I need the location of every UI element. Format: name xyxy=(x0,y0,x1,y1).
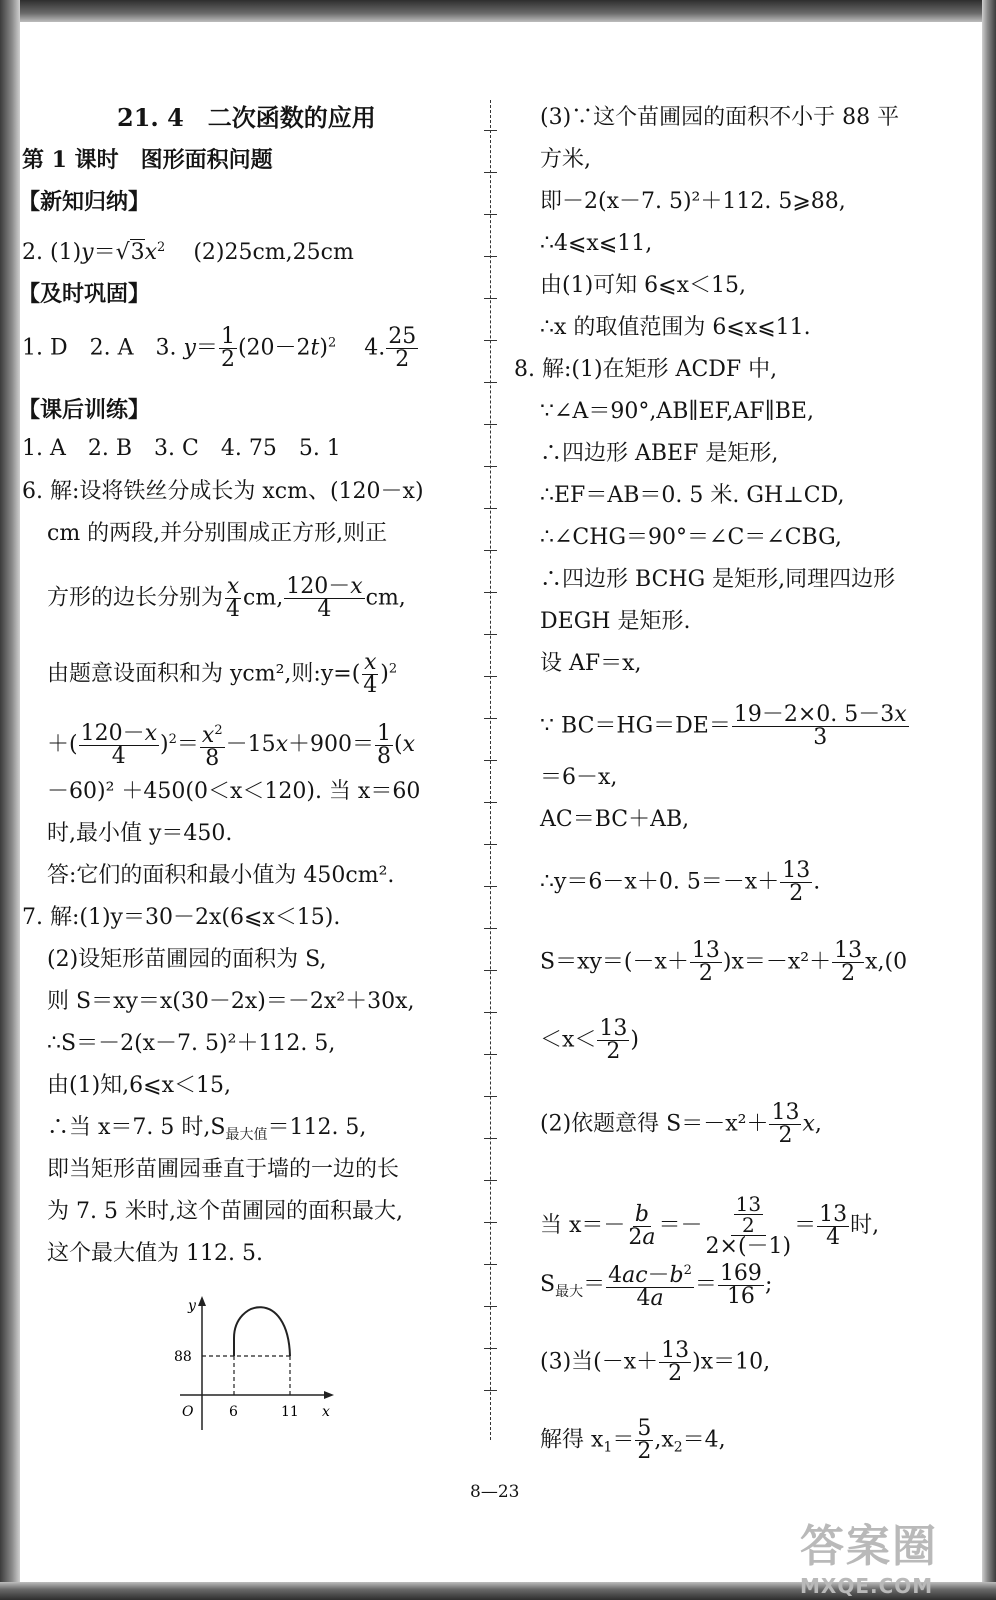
parabola-graph xyxy=(170,1290,340,1440)
solution-8-line-12: ∴y＝6－x＋0. 5＝－x＋ $\frac{13}{2}$ . xyxy=(540,858,821,906)
divider-tick xyxy=(484,1096,497,1097)
solution-8-line-5: ∴∠CHG＝90°＝∠C＝∠CBG, xyxy=(540,525,842,550)
solution-8-line-10: ＝6－x, xyxy=(540,765,618,790)
watermark-url: MXQE.COM xyxy=(800,1574,934,1598)
divider-tick xyxy=(484,592,497,593)
solution-7-line-7: 即当矩形苗圃园垂直于墙的一边的长 xyxy=(47,1157,400,1182)
solution-8-line-4: ∴EF＝AB＝0. 5 米. GH⊥CD, xyxy=(540,483,845,508)
right-line-3: 即－2(x－7. 5)²＋112. 5⩾88, xyxy=(540,189,846,214)
divider-tick xyxy=(484,970,497,971)
right-line-5: 由(1)可知 6⩽x＜15, xyxy=(540,273,746,298)
y-tick-88: 88 xyxy=(174,1349,192,1365)
solution-7-line-4: ∴S＝－2(x－7. 5)²＋112. 5, xyxy=(47,1031,336,1056)
divider-tick xyxy=(484,1180,497,1181)
solution-8-line-13: S＝xy＝(－x＋ $\frac{13}{2}$ )x＝－x²＋ $\frac{13}{2}$ x,(0 xyxy=(540,938,908,986)
divider-tick xyxy=(484,760,497,761)
answer-2: 2. $(1)y=√3x^2$ (2)25cm,25cm xyxy=(22,240,354,265)
divider-tick xyxy=(484,1390,497,1391)
divider-tick xyxy=(484,1054,497,1055)
divider-tick xyxy=(484,130,497,131)
divider-tick xyxy=(484,1264,497,1265)
divider-tick xyxy=(484,1138,497,1139)
heading-new-knowledge: 【新知归纳】 xyxy=(18,189,151,215)
page-top-shadow xyxy=(0,0,996,22)
solution-7-line-8: 为 7. 5 米时,这个苗圃园的面积最大, xyxy=(47,1199,403,1224)
divider-tick xyxy=(484,718,497,719)
solution-6-line-2: cm 的两段,并分别围成正方形,则正 xyxy=(47,521,388,546)
column-divider xyxy=(490,100,491,1440)
section-title: 21. 4 二次函数的应用 xyxy=(117,103,376,132)
x-axis-arrow-icon xyxy=(324,1391,334,1399)
solution-6-line-6: －60)² ＋450(0＜x＜120). 当 x＝60 xyxy=(47,779,421,804)
solution-8-line-9: ∵ BC＝HG＝DE＝ $\frac{19-2\times 0. 5-3x}{3}$ xyxy=(540,702,907,750)
solution-6-line-7: 时,最小值 y＝450. xyxy=(47,821,233,846)
x-tick-6: 6 xyxy=(229,1404,238,1420)
solution-8-line-2: ∵∠A＝90°,AB∥EF,AF∥BE, xyxy=(540,399,814,424)
divider-tick xyxy=(484,424,497,425)
page-left-shadow xyxy=(0,0,20,1600)
page-right-shadow xyxy=(982,0,996,1600)
heading-consolidate: 【及时巩固】 xyxy=(18,281,151,307)
answers-1-4: 1. D 2. A 3. y＝ $\frac{1}{2}$ $(20-2t)^2$ 4. $\frac{25}{2}$ xyxy=(22,324,417,372)
solution-8-line-11: AC＝BC＋AB, xyxy=(540,807,690,832)
divider-tick xyxy=(484,928,497,929)
divider-tick xyxy=(484,298,497,299)
lesson-title: 第 1 课时 图形面积问题 xyxy=(22,147,273,173)
divider-tick xyxy=(484,256,497,257)
solution-8-line-19: 解得 $x_1=$ $\frac{5}{2}$ $,x_2=4$, xyxy=(540,1416,726,1464)
solution-8-line-8: 设 AF＝x, xyxy=(540,651,642,676)
y-axis-label: y xyxy=(188,1298,196,1314)
solution-6-line-5: ＋( $\frac{120-x}{4}$ )$^2$＝ $\frac{x^2}{8}$ －15x＋900＝ $\frac{1}{8}$ (x xyxy=(47,720,416,771)
solution-6-line-8: 答:它们的面积和最小值为 450cm². xyxy=(47,863,395,888)
solution-8-line-14: ＜x＜ $\frac{13}{2}$ ) xyxy=(540,1016,640,1064)
heading-after-class: 【课后训练】 xyxy=(18,397,151,423)
divider-tick xyxy=(484,340,497,341)
divider-tick xyxy=(484,634,497,635)
divider-tick xyxy=(484,1222,497,1223)
divider-tick xyxy=(484,1348,497,1349)
divider-tick xyxy=(484,172,497,173)
divider-tick xyxy=(484,466,497,467)
divider-tick xyxy=(484,214,497,215)
solution-8-line-15: (2)依题意得 S＝－x²＋ $\frac{13}{2}$ x, xyxy=(540,1100,822,1148)
divider-tick xyxy=(484,886,497,887)
x-axis-label: x xyxy=(322,1404,330,1420)
solution-8-line-3: ∴四边形 ABEF 是矩形, xyxy=(540,441,779,466)
divider-tick xyxy=(484,802,497,803)
solution-8-line-7: DEGH 是矩形. xyxy=(540,609,691,634)
right-line-6: ∴x 的取值范围为 6⩽x⩽11. xyxy=(540,315,811,340)
solution-7-line-9: 这个最大值为 112. 5. xyxy=(47,1241,263,1266)
solution-8-line-6: ∴四边形 BCHG 是矩形,同理四边形 xyxy=(540,567,896,592)
answers-1-5: 1. A 2. B 3. C 4. 75 5. 1 xyxy=(22,436,341,461)
page-number: 8—23 xyxy=(470,1482,520,1502)
right-line-2: 方米, xyxy=(540,147,591,172)
divider-tick xyxy=(484,844,497,845)
solution-7-line-5: 由(1)知,6⩽x＜15, xyxy=(47,1073,231,1098)
parabola-curve xyxy=(234,1307,290,1356)
divider-tick xyxy=(484,676,497,677)
divider-tick xyxy=(484,550,497,551)
divider-tick xyxy=(484,508,497,509)
divider-tick xyxy=(484,382,497,383)
right-line-4: ∴4⩽x⩽11, xyxy=(540,231,653,256)
watermark-logo: 答案圈 xyxy=(800,1521,938,1572)
solution-8-line-16: 当 x＝－ $\frac{b}{2a}$ ＝－ $\frac{\frac{13}{2}}{2\times(-1)}$ ＝ $\frac{13}{4}$ 时, xyxy=(540,1192,880,1259)
watermark xyxy=(800,1510,938,1598)
divider-tick xyxy=(484,1306,497,1307)
solution-8-line-1: 8. 解:(1)在矩形 ACDF 中, xyxy=(514,357,778,382)
solution-6-line-3: 方形的边长分别为 $\frac{x}{4}$ cm, $\frac{120-x}{4}$ cm, xyxy=(47,574,406,622)
solution-8-line-17: $S_{最大}=$ $\frac{4ac-b^2}{4a}$ ＝ $\frac{169}{16}$ ; xyxy=(540,1260,773,1311)
solution-6-line-1: 6. 解:设将铁丝分成长为 xcm、(120－x) xyxy=(22,479,424,504)
solution-7-line-2: (2)设矩形苗圃园的面积为 S, xyxy=(47,947,327,972)
solution-8-line-18: (3)当(－x＋ $\frac{13}{2}$ )x＝10, xyxy=(540,1338,771,1386)
x-tick-11: 11 xyxy=(281,1404,299,1420)
divider-tick xyxy=(484,1012,497,1013)
solution-7-line-3: 则 S＝xy＝x(30－2x)＝－2x²＋30x, xyxy=(47,989,415,1014)
right-line-1: (3)∵这个苗圃园的面积不小于 88 平 xyxy=(540,105,900,130)
solution-7-line-1: 7. 解:(1)y＝30－2x(6⩽x＜15). xyxy=(22,905,341,930)
y-axis-arrow-icon xyxy=(198,1296,206,1306)
origin-label: O xyxy=(182,1404,194,1420)
solution-6-line-4: 由题意设面积和为 ycm²,则:y=( $\frac{x}{4}$ )$^2$ xyxy=(47,650,398,698)
solution-7-line-6: ∴当 x＝7. 5 时$,S_{最大值}=112$. 5, xyxy=(47,1115,367,1143)
